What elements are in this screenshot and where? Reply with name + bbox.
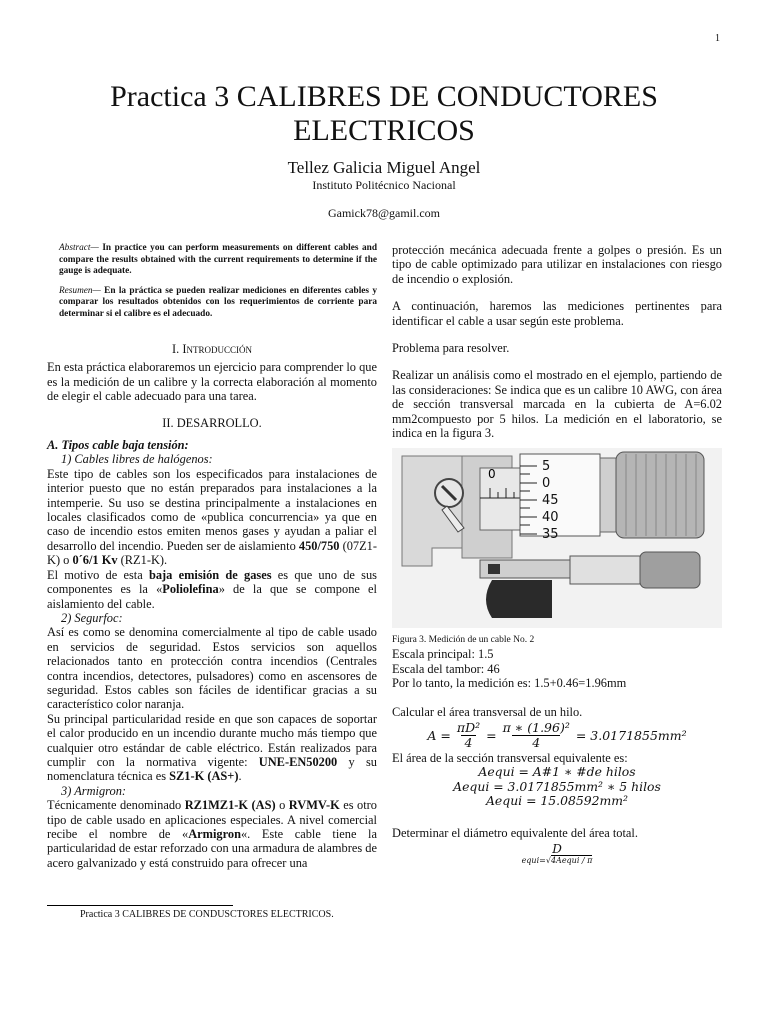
fraction-1 xyxy=(457,721,480,751)
resumen xyxy=(59,286,377,321)
subsection-1-heading: 1) Cables libres de halógenos: xyxy=(61,452,213,467)
title-line-2: ELECTRICOS xyxy=(293,114,475,147)
fraction-1-numerator: πD² xyxy=(456,719,481,735)
paragraph-armigron: Técnicamente denominado RZ1MZ1-K (AS) o RVMV-K es otro tipo de cable usado en aplicaciones especiales. A nivel comercial recibe el nombre de «Armigron«. Este cable tiene la particularidad de estar reforzado con una armadura de alambres de acero galvanizado y está construido para ofrecer una xyxy=(47,798,377,870)
abstract xyxy=(59,243,377,278)
subsection-3-heading: 3) Armigron: xyxy=(61,783,127,798)
equation-rhs: = 3.0171855mm² xyxy=(575,727,687,743)
thimble-label-5: 35 xyxy=(542,527,559,543)
equation-equivalent-3: Aequi = 15.08592mm² xyxy=(485,792,628,808)
author-email: Gamick78@gamil.com xyxy=(327,206,441,220)
main-scale-reading: Escala principal: 1.5 xyxy=(392,647,494,662)
fraction-2 xyxy=(503,721,570,751)
thimble-label-2: 0 xyxy=(542,476,551,492)
paragraph-segurfoc: Así es como se denomina comercialmente al tipo de cable usado en servicios de seguridad. Estos servicios son aquellos relacionados tanto en protección contra incendios (Centrales contra incendios, detectores, pulsadores) como en ascensores de seguridad. Estos cables son fáciles de identificar gracias a su característico color naranja. xyxy=(47,625,377,712)
right-column xyxy=(392,243,722,867)
equation-equivalent-1: Aequi = A#1 ∗ #de hilos xyxy=(478,764,636,780)
measurement-result: Por lo tanto, la medición es: 1.5+0.46=1.96mm xyxy=(392,676,627,691)
fraction-1-denominator: 4 xyxy=(461,735,477,750)
title-line-1: Practica 3 CALIBRES DE CONDUCTORES xyxy=(110,80,658,113)
left-column xyxy=(47,243,377,870)
abstract-label: Abstract— xyxy=(59,243,99,253)
thimble-label-4: 40 xyxy=(542,510,559,526)
figure-caption: Figura 3. Medición de un cable No. 2 xyxy=(392,634,535,645)
sleeve-zero-label: 0 xyxy=(488,467,496,482)
micrometer-figure xyxy=(392,448,722,628)
paragraph-halogen-free: Este tipo de cables son los especificados para instalaciones de interior puesto que no están preparados para instalaciones a la intemperie. Su uso se destina principalmente a instalaciones en locales clasificados como de «publica concurrencia» ya que en caso de incendio estos emiten menos gases y ayudan a paliar el desarrollo del incendio. Pueden ser de aislamiento 450/750 (07Z1-K) o 0´6/1 Kv (RZ1-K). xyxy=(47,466,378,568)
resumen-text: En la práctica se pueden realizar mediciones en diferentes cables y comparar los resultados obtenidos con los requerimientos de corriente para determinar si el calibre es el adecuado. xyxy=(59,285,377,319)
diameter-root-expression: equi=√4Aequi / π xyxy=(521,855,593,865)
area-calc-heading: Calcular el área transversal de un hilo. xyxy=(392,704,583,719)
paragraph-fire-resistance: Su principal particularidad reside en que son capaces de soportar el calor producido en un incendio durante mucho más tiempo que cualquier otro estándar de cable eléctrico. Están realizados para cumplir con la normativa vigente: UNE-EN50200 y su nomenclatura técnica es SZ1-K (AS+). xyxy=(47,711,377,784)
problem-statement: Realizar un análisis como el mostrado en el ejemplo, partiendo de las consideraciones: Se indica que es un calibre 10 AWG, con área de sección transversal marcada en la cubierta de A=6.02 mm2compuesto por 5 hilos. La medición en el laboratorio, se indica en la figura 3. xyxy=(392,368,722,441)
page-number: 1 xyxy=(715,33,720,44)
thimble-label-1: 5 xyxy=(542,459,551,475)
abstract-text: In practice you can perform measurements on different cables and compare the results obtained with the current requirements to determine if the gauge is adequate. xyxy=(59,243,377,276)
author-name: Tellez Galicia Miguel Angel xyxy=(287,158,481,177)
section-1-number: I. xyxy=(172,342,183,356)
subsection-2-heading: 2) Segurfoc: xyxy=(61,610,123,625)
subsection-a-heading: A. Tipos cable baja tensión: xyxy=(47,438,189,453)
diameter-symbol: D xyxy=(552,841,562,856)
paragraph-gas-emission: El motivo de esta baja emisión de gases es que uno de sus componentes es la «Poliolefina» de la que se compone el aislamiento del cable. xyxy=(47,567,377,611)
equation-lhs: A = xyxy=(427,727,451,743)
paragraph-mechanical-protection: protección mecánica adecuada frente a golpes o presión. Es un tipo de cable optimizado para utilizar en instalaciones con riesgo de incendio o explosión. xyxy=(392,243,722,286)
thimble-label-3: 45 xyxy=(542,493,559,509)
equivalent-area-intro: El área de la sección transversal equivalente es: xyxy=(392,750,628,765)
area-equation xyxy=(392,721,722,751)
footnote-rule xyxy=(47,905,233,906)
institution: Instituto Politécnico Nacional xyxy=(312,178,456,192)
equals-sign: = xyxy=(486,727,497,743)
diameter-heading: Determinar el diámetro equivalente del área total. xyxy=(392,826,638,841)
paper-title xyxy=(60,80,708,148)
thimble-scale-reading: Escala del tambor: 46 xyxy=(392,661,500,676)
equation-equivalent-2: Aequi = 3.0171855mm² ∗ 5 hilos xyxy=(453,778,661,794)
section-1-title: Introducción xyxy=(182,342,252,356)
footnote: Practica 3 CALIBRES DE CONDUSCTORES ELECTRICOS. xyxy=(80,909,334,920)
section-1-heading xyxy=(47,342,377,356)
paragraph-next-steps: A continuación, haremos las mediciones pertinentes para identificar el cable a usar según este problema. xyxy=(392,299,722,328)
section-2-heading: II. DESARROLLO. xyxy=(162,415,262,430)
resumen-label: Resumen— xyxy=(59,285,101,296)
problem-heading: Problema para resolver. xyxy=(392,341,510,356)
intro-paragraph: En esta práctica elaboraremos un ejercicio para comprender lo que es la medición de un calibre y la correcta elaboración al momento de elegir el cable adecuado para una tarea. xyxy=(47,360,377,404)
fraction-2-numerator: π ∗ (1.96)² xyxy=(502,719,570,735)
diameter-equation xyxy=(392,843,722,867)
fraction-2-denominator: 4 xyxy=(512,735,560,750)
